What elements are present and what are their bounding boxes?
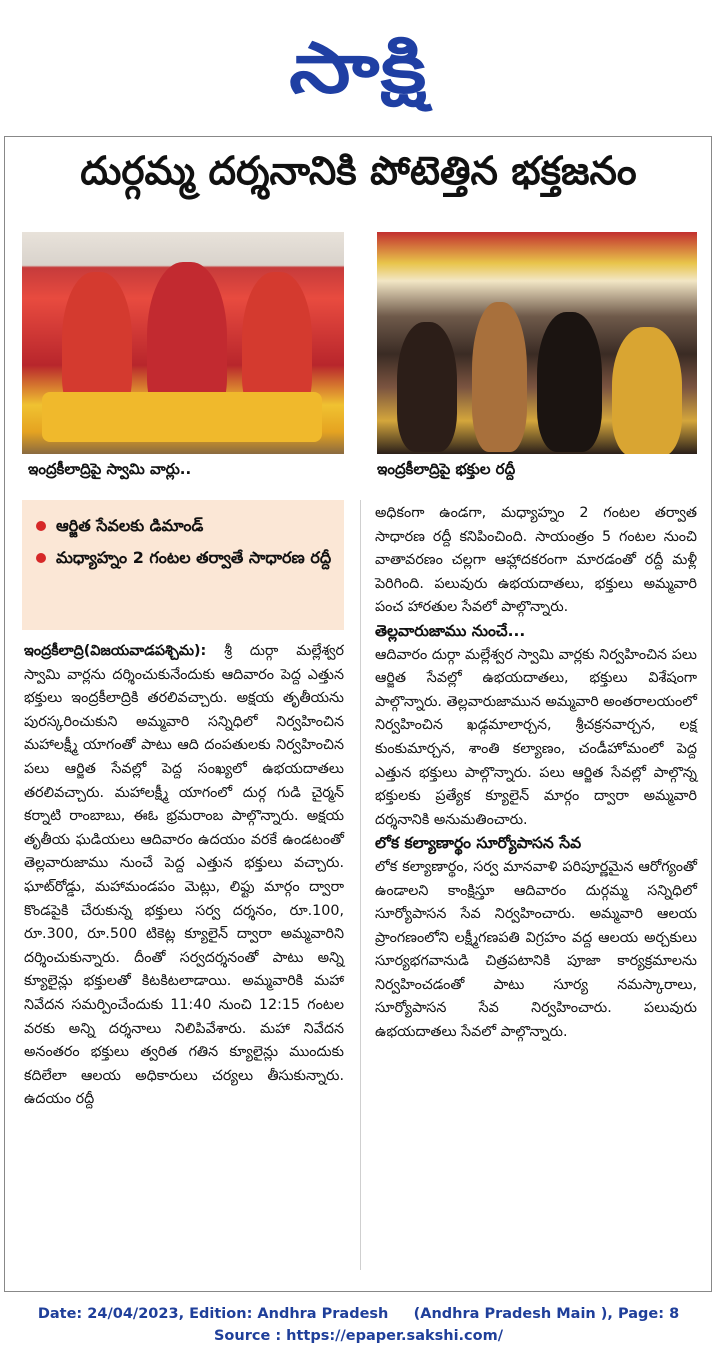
highlight-text: మధ్యాహ్నం 2 గంటల తర్వాతే సాధారణ రద్దీ <box>56 548 332 567</box>
article-headline: దుర్గమ్మ దర్శనానికి పోటెత్తిన భక్తజనం <box>80 149 637 194</box>
highlight-text: ఆర్జిత సేవలకు డిమాండ్ <box>56 516 204 535</box>
edition-info: Date: 24/04/2023, Edition: Andhra Pradesh (Andhra Pradesh Main ), Page: 8 <box>37 1306 680 1322</box>
left-body-text: శ్రీ దుర్గా మల్లేశ్వర స్వామి వార్లను దర్శించుకునేందుకు ఆదివారం పెద్ద ఎత్తున భక్తులు ఇంద్రకీలాద్రికి తరలివచ్చారు. అక్షయ తృతీయను పురస్కరించుకుని అమ్మవారి సన్నిధిలో నిర్వహించిన మహాలక్ష్మీ యాగంతో పాటు ఆది దంపతులకు నిర్వహించిన పలు ఆర్జిత సేవల్లో పెద్ద సంఖ్యలో ఉభయదాతలు తరలివచ్చారు. మహాలక్ష్మీ యాగంలో దుర్గ గుడి చైర్మన్ కర్నాటి రాంబాబు, ఈఓ భ్రమరాంబ పాల్గొన్నారు. అక్షయ తృతీయ ఘడియలు ఆదివారం ఉదయం వరకే ఉండటంతో తెల్లవారుజాము నుంచే పెద్ద ఎత్తున భక్తులు వచ్చారు. ఘాట్‌రోడ్డు, మహామండపం మెట్లు, లిఫ్టు మార్గం ద్వారా కొండపైకి చేరుకున్న భక్తులు సర్వ దర్శనం, రూ.100, రూ.300, రూ.500 టికెట్ల క్యూలైన్ ద్వారా అమ్మవారిని దర్శించుకున్నారు. దీంతో సర్వదర్శనంతో పాటు అన్ని క్యూలైన్లు భక్తులతో కిటకిటలాడాయి. అమ్మవారికి మహా నివేదన సమర్పించేందుకు 11:40 నుంచి 12:15 గంటల వరకు అన్ని దర్శనాలు నిలిపివేశారు. మహా నివేదన అనంతరం భక్తులు త్వరిత గతిన క్యూలైన్లు ముందుకు కదిలేలా ఆలయ అధికారులు చర్యలు తీసుకున్నారు. ఉదయం రద్దీ <box>24 643 345 1108</box>
source-link[interactable]: Source : https://epaper.sakshi.com/ <box>213 1328 504 1344</box>
highlight-item <box>36 544 332 572</box>
subheading-early-morning: తెల్లవారుజాము నుంచే... <box>375 621 526 640</box>
column-divider <box>360 500 361 1270</box>
photo-caption-deities: ఇంద్రకీలాద్రిపై స్వామి వార్లు.. <box>28 460 192 478</box>
right-column <box>375 502 697 1045</box>
highlight-item <box>36 512 332 540</box>
subheading-suryopasana: లోక కల్యాణార్థం సూర్యోపాసన సేవ <box>375 834 582 853</box>
bullet-icon <box>36 553 46 563</box>
masthead <box>0 0 717 135</box>
deities-photo <box>22 232 344 454</box>
right-paragraph-2: ఆదివారం దుర్గా మల్లేశ్వర స్వామి వార్లకు నిర్వహించిన పలు ఆర్జిత సేవల్లో ఉభయదాతలు, భక్తులు విశేషంగా పాల్గొన్నారు. తెల్లవారుజామున అమ్మవారి అంతరాలయంలో నిర్వహించిన ఖడ్గమాలార్చన, శ్రీచక్రనవార్చన, లక్ష కుంకుమార్చన, శాంతి కల్యాణం, చండీహోమంలో పెద్ద ఎత్తున భక్తులు పాల్గొన్నారు. పలు ఆర్జిత సేవల్లో పాల్గొన్న భక్తులకు ప్రత్యేక క్యూలైన్ మార్గం ద్వారా అమ్మవారి దర్శనానికి అనుమతించారు. <box>375 646 697 828</box>
devotees-crowd-photo <box>377 232 697 454</box>
sakshi-logo: సాక్షి <box>289 26 428 109</box>
dateline: ఇంద్రకీలాద్రి(విజయవాడపశ్చిమ): <box>24 643 207 659</box>
photo-caption-crowd: ఇంద్రకీలాద్రిపై భక్తుల రద్దీ <box>377 460 516 478</box>
bullet-icon <box>36 521 46 531</box>
left-column <box>24 640 344 1112</box>
footer <box>0 1303 717 1347</box>
highlights-box <box>22 500 344 630</box>
right-paragraph-1: అధికంగా ఉండగా, మధ్యాహ్నం 2 గంటల తర్వాత సాధారణ రద్దీ కనిపించింది. సాయంత్రం 5 గంటల నుంచి వాతావరణం చల్లగా ఆహ్లాదకరంగా మారడంతో రద్దీ మళ్లీ పెరిగింది. పలువురు ఉభయదాతలు, భక్తులు అమ్మవారి పంచ హారతుల సేవలో పాల్గొన్నారు. <box>375 505 697 616</box>
right-paragraph-3: లోక కల్యాణార్థం, సర్వ మానవాళి పరిపూర్ణమైన ఆరోగ్యంతో ఉండాలని కాంక్షిస్తూ ఆదివారం దుర్గమ్మ సన్నిధిలో సూర్యోపాసన సేవ నిర్వహించారు. అమ్మవారి ఆలయ ప్రాంగణంలోని లక్ష్మీగణపతి విగ్రహం వద్ద ఆలయ అర్చకులు సూర్యభగవానుడి చిత్రపటానికి పూజా కార్యక్రమాలను నిర్వహించడంతో పాటు సూర్య నమస్కారాలు, సూర్యోపాసన సేవ నిర్వహించారు. పలువురు ఉభయదాతలు సేవలో పాల్గొన్నారు. <box>375 858 697 1041</box>
